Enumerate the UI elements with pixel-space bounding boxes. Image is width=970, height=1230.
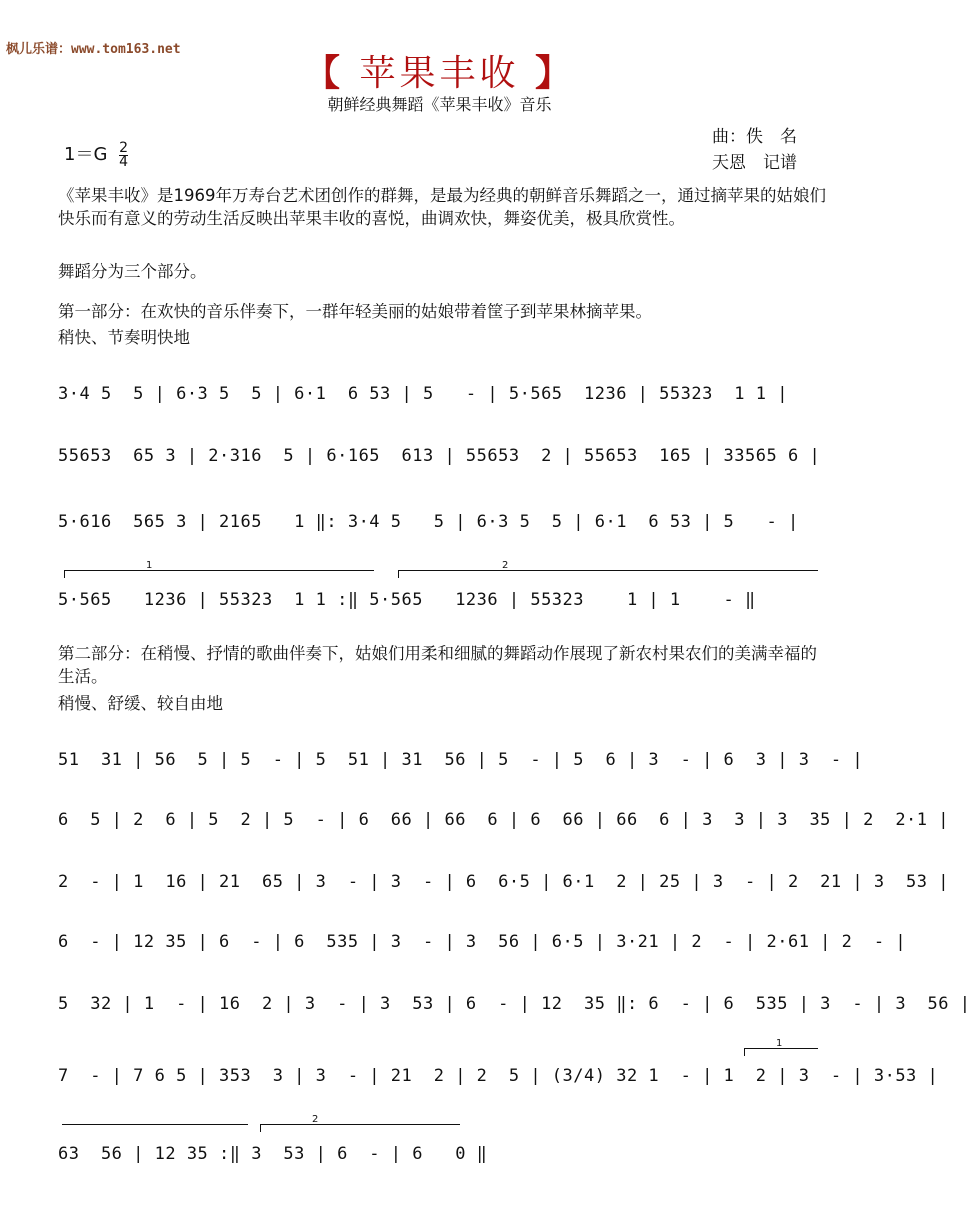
second-ending-number: 2 [502,560,509,571]
second-ending-bracket [260,1124,460,1125]
title-text: 苹果丰收 [359,53,520,94]
score-line [58,1114,828,1174]
first-ending-number: 1 [146,560,153,571]
time-signature-unit: 4 [119,153,129,170]
notes: 6 5 | 2 6 | 5 2 | 5 - | 6 66 | 66 6 | 6 66 | 66 6 | 3 3 | 3 35 | 2 2·1 | [58,810,949,830]
score-line [58,862,949,902]
first-ending-bracket-continued [62,1124,248,1125]
transcriber-line: 天恩 记谱 [712,153,797,173]
key-signature [64,140,128,169]
notes: 5 32 | 1 - | 16 2 | 3 - | 3 53 | 6 - | 12 35 ‖: 6 - | 6 535 | 3 - | 3 56 | [58,994,970,1014]
score-line [58,740,864,780]
score-line [58,1038,939,1096]
notes: 55653 65 3 | 2·316 5 | 6·165 613 | 55653 2 | 55653 165 | 33565 6 | [58,446,821,466]
second-ending-bracket [398,570,818,571]
notes: 7 - | 7 6 5 | 353 3 | 3 - | 21 2 | 2 5 | (3/4) 32 1 - | 1 2 | 3 - | 3·53 | [58,1066,939,1086]
first-ending-number: 1 [776,1038,783,1049]
score-line [58,984,970,1024]
parts-note: 舞蹈分为三个部分。 [58,262,207,281]
title-open-bracket: 【 [304,53,345,94]
second-ending-tick [260,1124,261,1132]
score-line [58,502,828,542]
score-line [58,436,828,476]
notes: 51 31 | 56 5 | 5 - | 5 51 | 31 56 | 5 - | 5 6 | 3 - | 6 3 | 3 - | [58,750,864,770]
watermark: 枫儿乐谱：www.tom163.net [6,42,181,57]
composer-line: 曲：佚 名 [712,127,797,147]
title-close-bracket: 】 [534,53,575,94]
time-signature [119,139,129,170]
notes: 5·565 1236 | 55323 1 1 :‖ 5·565 1236 | 55323 1 | 1 - ‖ [58,590,756,610]
subtitle: 朝鲜经典舞蹈《苹果丰收》音乐 [327,95,552,114]
second-ending-number: 2 [312,1114,319,1125]
part1-tempo: 稍快、节奏明快地 [58,328,190,347]
first-ending-bracket [64,570,374,571]
score-line [58,374,828,414]
score-line [58,922,907,962]
first-ending-tick [64,570,65,578]
score-line [58,560,828,620]
first-ending-tick [744,1048,745,1056]
score-line [58,800,949,840]
part2-heading: 第二部分：在稍慢、抒情的歌曲伴奏下，姑娘们用柔和细腻的舞蹈动作展现了新农村果农们的美满幸福的生活。 [58,644,817,686]
second-ending-tick [398,570,399,578]
time-signature-beats: 2 [119,139,129,156]
page-title [0,45,879,96]
notes: 3·4 5 5 | 6·3 5 5 | 6·1 6 53 | 5 - | 5·565 1236 | 55323 1 1 | [58,384,788,404]
intro-paragraph: 《苹果丰收》是1969年万寿台艺术团创作的群舞，是最为经典的朝鲜音乐舞蹈之一，通过摘苹果的姑娘们快乐而有意义的劳动生活反映出苹果丰收的喜悦，曲调欢快，舞姿优美，极具欣赏性。 [58,186,826,228]
composer-credit [712,124,797,176]
notes: 6 - | 12 35 | 6 - | 6 535 | 3 - | 3 56 | 6·5 | 3·21 | 2 - | 2·61 | 2 - | [58,932,907,952]
part1-heading: 第一部分：在欢快的音乐伴奏下，一群年轻美丽的姑娘带着筐子到苹果林摘苹果。 [58,302,652,321]
notes: 2 - | 1 16 | 21 65 | 3 - | 3 - | 6 6·5 | 6·1 2 | 25 | 3 - | 2 21 | 3 53 | [58,872,949,892]
key-label: 1＝G [64,144,108,165]
notes: 5·616 565 3 | 2165 1 ‖: 3·4 5 5 | 6·3 5 5 | 6·1 6 53 | 5 - | [58,512,799,532]
notes: 63 56 | 12 35 :‖ 3 53 | 6 - | 6 0 ‖ [58,1144,488,1164]
part2-tempo: 稍慢、舒缓、较自由地 [58,694,223,713]
